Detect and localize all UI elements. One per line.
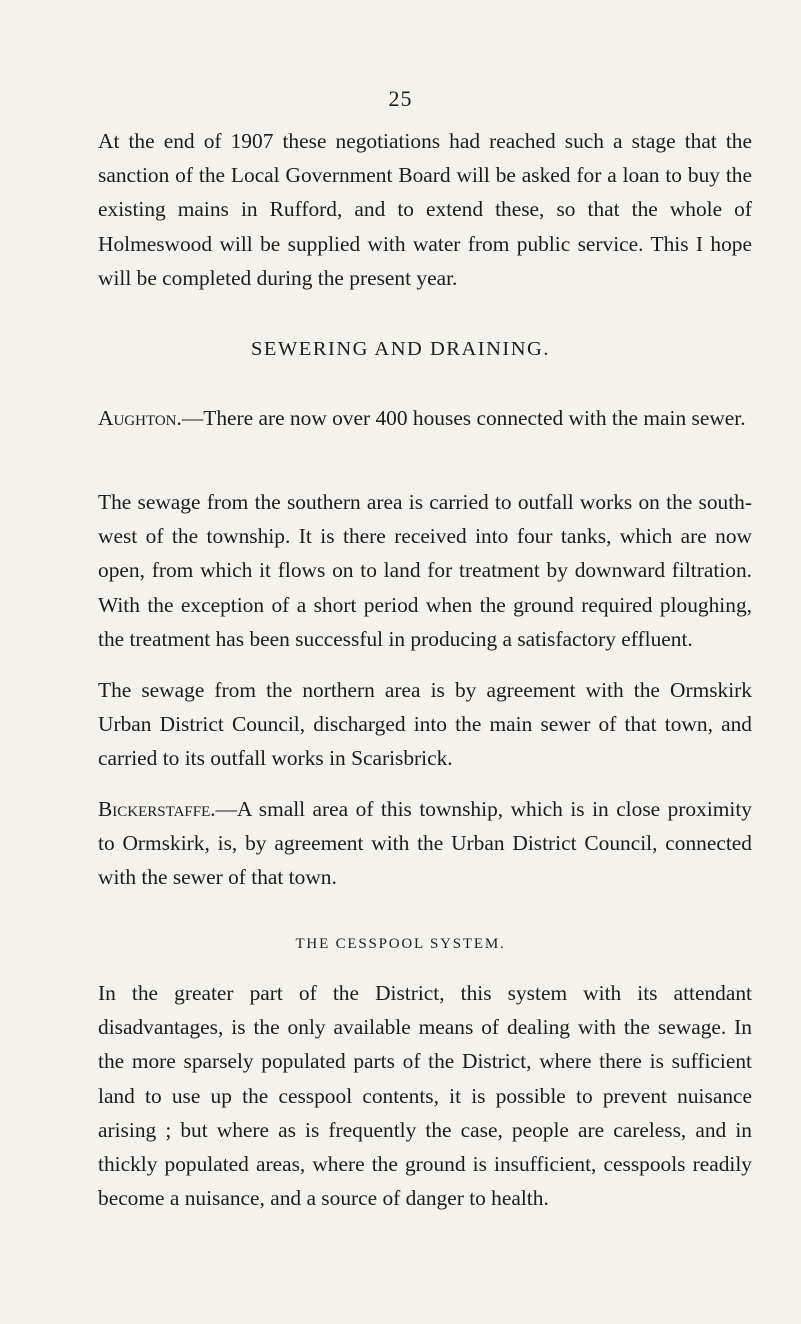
heading-cesspool-system: THE CESSPOOL SYSTEM. [295, 936, 506, 952]
place-name-bickerstaffe: Bickerstaffe. [98, 797, 216, 821]
paragraph-cesspool-system: In the greater part of the District, this system with its attendant disadvantages, is the only available means of dealing with the sewage. In the more sparsely populated parts of the District, where there is sufficient land to use up the cesspool contents, it is possible to prevent nuisance arising ; but where as is frequently the case, people are careless, and in thickly populated areas, where the ground is insufficient, cesspools readily become a nuisance, and a source of danger to health. [98, 981, 752, 1211]
paragraph-aughton [98, 401, 752, 435]
page-number: 25 [388, 86, 413, 111]
paragraph-northern-area: The sewage from the northern area is by agreement with the Ormskirk Urban District Council, discharged into the main sewer of that town, and carried to its outfall works in Scarisbrick. [98, 678, 752, 771]
paragraph-aughton-text: —There are now over 400 houses connected with the main sewer. [181, 406, 746, 430]
place-name-aughton: Aughton. [98, 406, 182, 430]
paragraph-bickerstaffe-text: —A small area of this township, which is in close proximity to Ormskirk, is, by agreement with the Urban District Council, connected with the sewer of that town. [98, 797, 752, 890]
paragraph-southern-area: The sewage from the southern area is carried to outfall works on the south-west of the township. It is there received into four tanks, which are now open, from which it flows on to land for treatment by downward filtration. With the exception of a short period when the ground required ploughing, the treatment has been successful in producing a satisfactory effluent. [98, 490, 752, 651]
paragraph-bickerstaffe [98, 792, 752, 895]
paragraph-water-negotiations: At the end of 1907 these negotiations had reached such a stage that the sanction of the Local Government Board will be asked for a loan to buy the existing mains in Rufford, and to extend these, so that the whole of Holmeswood will be supplied with water from public service. This I hope will be completed during the present year. [98, 129, 752, 290]
heading-sewering-and-draining: SEWERING AND DRAINING. [251, 338, 550, 360]
